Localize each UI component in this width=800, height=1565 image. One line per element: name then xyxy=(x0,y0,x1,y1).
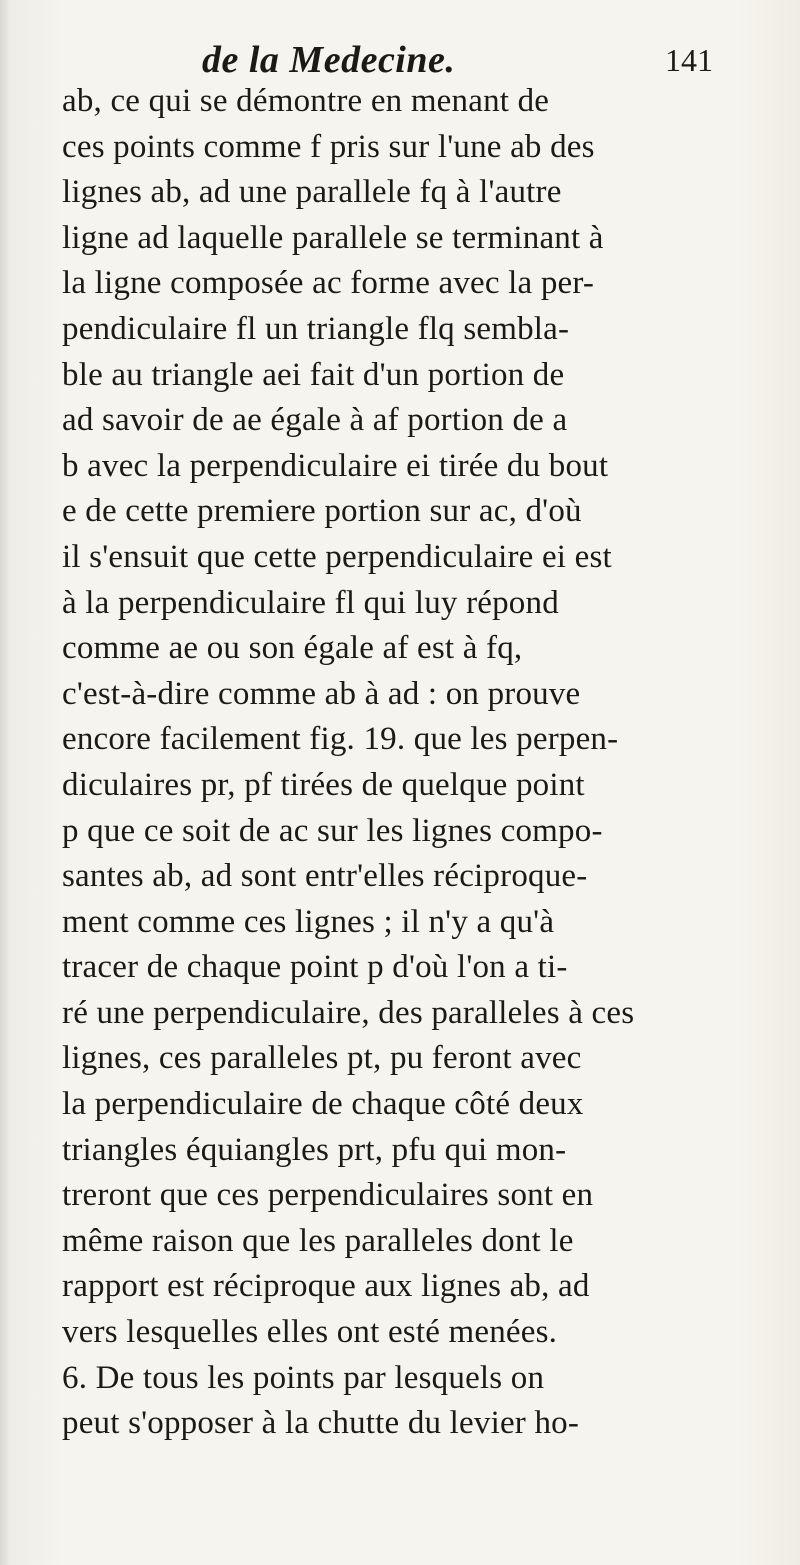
page-edge-shadow xyxy=(0,0,10,1565)
text-line: e de cette premiere portion sur ac, d'où xyxy=(62,493,582,530)
text-line: lignes ab, ad une parallele fq à l'autre xyxy=(62,174,562,211)
text-line: il s'ensuit que cette perpendiculaire ei est xyxy=(62,538,612,575)
body-text xyxy=(62,79,800,1447)
text-line: triangles équiangles prt, pfu qui mon- xyxy=(62,1131,567,1168)
text-line: rapport est réciproque aux lignes ab, ad xyxy=(62,1268,590,1305)
text-line: treront que ces perpendiculaires sont en xyxy=(62,1177,594,1214)
text-line: b avec la perpendiculaire ei tirée du bout xyxy=(62,447,609,484)
text-line: ligne ad laquelle parallele se terminant à xyxy=(62,219,604,256)
text-line: la perpendiculaire de chaque côté deux xyxy=(62,1086,584,1123)
text-line: même raison que les paralleles dont le xyxy=(62,1222,574,1259)
text-line: encore facilement fig. 19. que les perpen- xyxy=(62,721,619,758)
text-line: ré une perpendiculaire, des paralleles à ces xyxy=(62,994,635,1031)
text-line: diculaires pr, pf tirées de quelque point xyxy=(62,766,585,803)
text-line: ment comme ces lignes ; il n'y a qu'à xyxy=(62,903,555,940)
text-line: c'est-à-dire comme ab à ad : on prouve xyxy=(62,675,581,712)
text-line: santes ab, ad sont entr'elles réciproque- xyxy=(62,858,588,895)
text-line: tracer de chaque point p d'où l'on a ti- xyxy=(62,949,568,986)
text-line: lignes, ces paralleles pt, pu feront avec xyxy=(62,1040,582,1077)
text-line: comme ae ou son égale af est à fq, xyxy=(62,630,523,667)
text-line: pendiculaire fl un triangle flq sembla- xyxy=(62,310,570,347)
running-title: de la Medecine. xyxy=(202,39,456,81)
text-line: ad savoir de ae égale à af portion de a xyxy=(62,402,568,439)
text-line: vers lesquelles elles ont esté menées. xyxy=(62,1314,558,1351)
text-line: peut s'opposer à la chutte du levier ho- xyxy=(62,1405,580,1442)
text-line: p que ce soit de ac sur les lignes compo- xyxy=(62,812,603,849)
page-number: 141 xyxy=(665,42,713,78)
text-line: la ligne composée ac forme avec la per- xyxy=(62,265,595,302)
text-line: ab, ce qui se démontre en menant de xyxy=(62,83,550,119)
text-line: 6. De tous les points par lesquels on xyxy=(62,1359,545,1396)
text-line: ces points comme f pris sur l'une ab des xyxy=(62,128,595,165)
text-line: à la perpendiculaire fl qui luy répond xyxy=(62,584,559,621)
text-line: ble au triangle aei fait d'un portion de xyxy=(62,356,565,393)
